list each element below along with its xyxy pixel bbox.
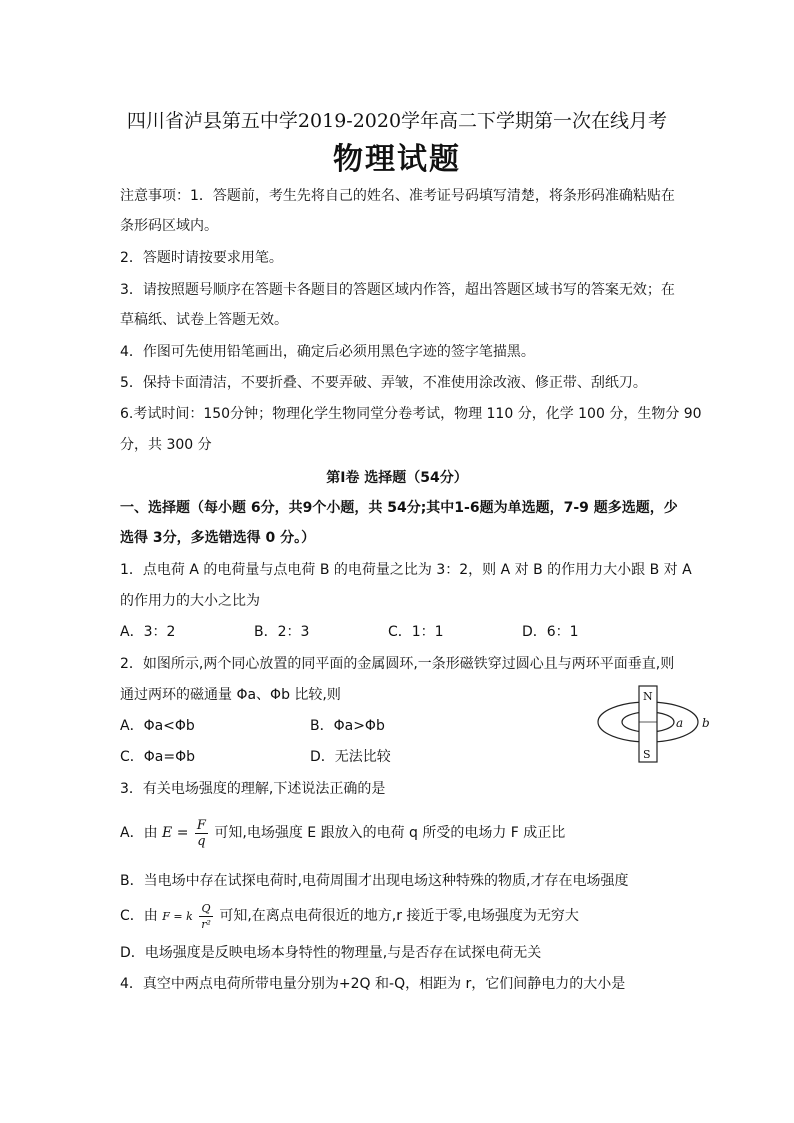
q3-option-c-lhs: F = k <box>162 910 193 923</box>
section-instruction-line-2: 选得 3分，多选错选得 0 分。） <box>120 530 316 546</box>
q3-option-d: D．电场强度是反映电场本身特性的物理量,与是否存在试探电荷无关 <box>120 945 542 961</box>
magnet-north-label: N <box>643 690 653 703</box>
note-2: 2．答题时请按要求用笔。 <box>120 250 283 266</box>
q3-option-a-fraction <box>195 818 208 849</box>
q3-option-c-numerator: Q <box>199 901 213 917</box>
q2-option-b: B．Φa>Φb <box>310 718 385 734</box>
section-instruction-line-1: 一、选择题（每小题 6分，共9个小题，共 54分;其中1-6题为单选题，7-9 题多选题，少 <box>120 500 678 516</box>
note-5: 5．保持卡面清洁，不要折叠、不要弄破、弄皱，不准使用涂改液、修正带、刮纸刀。 <box>120 375 647 391</box>
q3-option-c-text: 可知,在离点电荷很近的地方,r 接近于零,电场强度为无穷大 <box>219 908 579 924</box>
note-3-line-1: 3．请按照题号顺序在答题卡各题目的答题区域内作答，超出答题区域书写的答案无效；在 <box>120 282 675 298</box>
note-1-line-1: 注意事项：1．答题前，考生先将自己的姓名、准考证号码填写清楚，将条形码准确粘贴在 <box>120 188 675 204</box>
q3-option-a-lhs: E = <box>162 825 189 841</box>
q2-stem-line-1: 2．如图所示,两个同心放置的同平面的金属圆环,一条形磁铁穿过圆心且与两环平面垂直,则 <box>120 656 675 672</box>
q3-option-a <box>120 816 565 850</box>
q4-stem: 4．真空中两点电荷所带电量分别为+2Q 和-Q，相距为 r，它们间静电力的大小是 <box>120 976 626 992</box>
q2-option-c: C．Φa=Φb <box>120 749 196 765</box>
subject-title: 物理试题 <box>333 142 461 177</box>
note-1-line-2: 条形码区域内。 <box>120 218 218 234</box>
note-3-line-2: 草稿纸、试卷上答题无效。 <box>120 312 288 328</box>
q3-option-a-denominator: q <box>197 833 206 849</box>
q2-stem-line-2: 通过两环的磁通量 Φa、Φb 比较,则 <box>120 687 341 703</box>
magnet-rings-figure <box>594 684 724 766</box>
q3-option-a-prefix: A．由 <box>120 825 158 841</box>
q1-option-b: B．2：3 <box>254 624 310 640</box>
q2-option-a: A．Φa<Φb <box>120 718 195 734</box>
q1-option-d: D．6：1 <box>522 624 579 640</box>
ring-a-label: a <box>676 716 684 730</box>
q3-option-c-fraction <box>199 901 213 932</box>
q3-stem: 3．有关电场强度的理解,下述说法正确的是 <box>120 781 386 797</box>
q3-option-a-numerator: F <box>196 817 206 833</box>
q1-stem-line-2: 的作用力的大小之比为 <box>120 593 260 609</box>
note-6-line-1: 6.考试时间：150分钟；物理化学生物同堂分卷考试，物理 110 分，化学 100 分，生物分 90 <box>120 406 702 422</box>
q1-option-a: A．3：2 <box>120 624 176 640</box>
volume-title: 第Ⅰ卷 选择题（54分） <box>326 470 468 486</box>
q2-option-d: D．无法比较 <box>310 749 391 765</box>
school-title: 四川省泸县第五中学2019-2020学年高二下学期第一次在线月考 <box>126 110 668 132</box>
q1-stem-line-1: 1．点电荷 A 的电荷量与点电荷 B 的电荷量之比为 3：2，则 A 对 B 的作用力大小跟 B 对 A <box>120 562 692 578</box>
q3-option-c <box>120 899 579 934</box>
note-6-line-2: 分，共 300 分 <box>120 437 212 453</box>
q1-option-c: C．1：1 <box>388 624 444 640</box>
q3-option-c-denominator: r² <box>201 917 211 931</box>
q3-option-b: B．当电场中存在试探电荷时,电荷周围才出现电场这种特殊的物质,才存在电场强度 <box>120 873 629 889</box>
note-4: 4．作图可先使用铅笔画出，确定后必须用黑色字迹的签字笔描黑。 <box>120 344 535 360</box>
ring-b-label: b <box>702 716 710 730</box>
q3-option-a-text: 可知,电场强度 E 跟放入的电荷 q 所受的电场力 F 成正比 <box>214 825 566 841</box>
q3-option-c-prefix: C．由 <box>120 908 158 924</box>
magnet-south-label: S <box>643 748 651 761</box>
